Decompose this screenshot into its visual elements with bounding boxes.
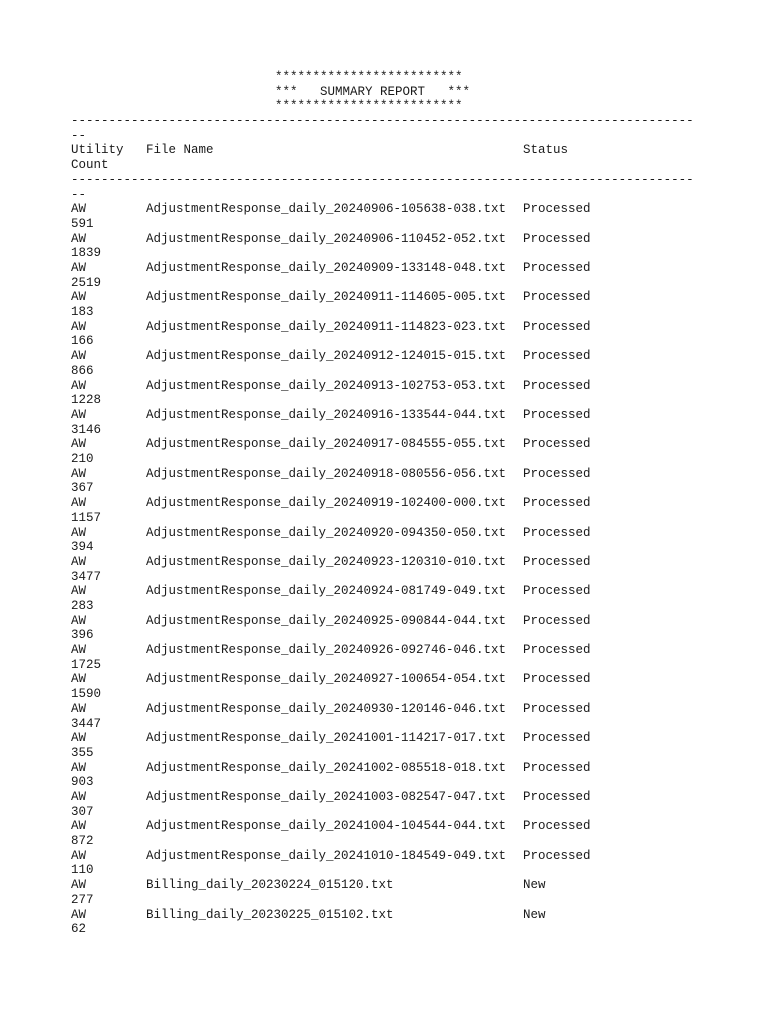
status-cell: Processed xyxy=(523,319,591,334)
table-row xyxy=(71,290,694,319)
status-cell: Processed xyxy=(523,848,591,863)
status-cell: Processed xyxy=(523,378,591,393)
file-name-cell: AdjustmentResponse_daily_20241002-085518-018.txt xyxy=(146,760,507,775)
utility-cell: AW xyxy=(71,790,87,805)
file-name-cell: AdjustmentResponse_daily_20241004-104544-044.txt xyxy=(146,819,507,834)
table-row xyxy=(71,614,694,643)
utility-cell: AW xyxy=(71,260,87,275)
utility-cell: AW xyxy=(71,701,87,716)
file-name-cell: AdjustmentResponse_daily_20240927-100654-054.txt xyxy=(146,672,507,687)
header-rule-bottom xyxy=(71,173,694,202)
table-row xyxy=(71,349,694,378)
header-rule-top xyxy=(71,114,694,143)
count-cell: 872 xyxy=(71,834,94,849)
table-row xyxy=(71,232,694,261)
table-row xyxy=(71,437,694,466)
utility-cell: AW xyxy=(71,437,87,452)
table-row xyxy=(71,672,694,701)
table-row xyxy=(71,496,694,525)
status-cell: Processed xyxy=(523,584,591,599)
status-cell: New xyxy=(523,878,546,893)
count-cell: 1725 xyxy=(71,657,102,672)
table-row xyxy=(71,908,694,937)
table-row xyxy=(71,849,694,878)
count-cell: 3146 xyxy=(71,422,102,437)
status-cell: Processed xyxy=(523,407,591,422)
status-cell: Processed xyxy=(523,437,591,452)
count-cell: 903 xyxy=(71,775,94,790)
table-row xyxy=(71,202,694,231)
utility-cell: AW xyxy=(71,407,87,422)
file-name-cell: AdjustmentResponse_daily_20241001-114217-017.txt xyxy=(146,731,507,746)
status-cell: Processed xyxy=(523,202,591,217)
file-name-cell: AdjustmentResponse_daily_20240909-133148-048.txt xyxy=(146,260,507,275)
file-name-cell: Billing_daily_20230225_015102.txt xyxy=(146,907,394,922)
utility-cell: AW xyxy=(71,378,87,393)
count-cell: 1228 xyxy=(71,393,102,408)
utility-cell: AW xyxy=(71,525,87,540)
summary-report xyxy=(71,70,694,937)
file-name-cell: Billing_daily_20230224_015120.txt xyxy=(146,878,394,893)
count-cell: 591 xyxy=(71,216,94,231)
table-row xyxy=(71,731,694,760)
header-file-name: File Name xyxy=(146,143,214,158)
status-cell: Processed xyxy=(523,525,591,540)
status-cell: Processed xyxy=(523,349,591,364)
header-status: Status xyxy=(523,143,569,158)
report-rows xyxy=(71,202,694,937)
count-cell: 367 xyxy=(71,481,94,496)
file-name-cell: AdjustmentResponse_daily_20240906-105638-038.txt xyxy=(146,202,507,217)
banner-bottom-stars: ************************* xyxy=(275,99,463,114)
file-name-cell: AdjustmentResponse_daily_20240923-120310-010.txt xyxy=(146,554,507,569)
table-row xyxy=(71,761,694,790)
table-row xyxy=(71,320,694,349)
report-banner xyxy=(71,70,694,114)
table-row xyxy=(71,261,694,290)
file-name-cell: AdjustmentResponse_daily_20240920-094350-050.txt xyxy=(146,525,507,540)
file-name-cell: AdjustmentResponse_daily_20240918-080556-056.txt xyxy=(146,466,507,481)
status-cell: Processed xyxy=(523,231,591,246)
table-row xyxy=(71,467,694,496)
count-cell: 2519 xyxy=(71,275,102,290)
rule-tail: -- xyxy=(71,187,87,202)
rule-tail: -- xyxy=(71,128,87,143)
utility-cell: AW xyxy=(71,643,87,658)
header-utility: Utility xyxy=(71,143,124,158)
utility-cell: AW xyxy=(71,319,87,334)
status-cell: Processed xyxy=(523,672,591,687)
table-row xyxy=(71,819,694,848)
utility-cell: AW xyxy=(71,848,87,863)
file-name-cell: AdjustmentResponse_daily_20240924-081749-049.txt xyxy=(146,584,507,599)
utility-cell: AW xyxy=(71,878,87,893)
status-cell: Processed xyxy=(523,819,591,834)
utility-cell: AW xyxy=(71,496,87,511)
file-name-cell: AdjustmentResponse_daily_20240906-110452-052.txt xyxy=(146,231,507,246)
table-row xyxy=(71,584,694,613)
count-cell: 210 xyxy=(71,452,94,467)
banner-top-stars: ************************* xyxy=(275,70,463,84)
file-name-cell: AdjustmentResponse_daily_20240925-090844-044.txt xyxy=(146,613,507,628)
utility-cell: AW xyxy=(71,554,87,569)
utility-cell: AW xyxy=(71,731,87,746)
utility-cell: AW xyxy=(71,290,87,305)
table-row xyxy=(71,702,694,731)
count-cell: 183 xyxy=(71,305,94,320)
file-name-cell: AdjustmentResponse_daily_20240911-114605-005.txt xyxy=(146,290,507,305)
count-cell: 166 xyxy=(71,334,94,349)
status-cell: Processed xyxy=(523,643,591,658)
status-cell: Processed xyxy=(523,701,591,716)
utility-cell: AW xyxy=(71,819,87,834)
count-cell: 3447 xyxy=(71,716,102,731)
count-cell: 866 xyxy=(71,363,94,378)
file-name-cell: AdjustmentResponse_daily_20240916-133544-044.txt xyxy=(146,407,507,422)
count-cell: 355 xyxy=(71,745,94,760)
status-cell: New xyxy=(523,907,546,922)
status-cell: Processed xyxy=(523,613,591,628)
status-cell: Processed xyxy=(523,554,591,569)
file-name-cell: AdjustmentResponse_daily_20240926-092746-046.txt xyxy=(146,643,507,658)
utility-cell: AW xyxy=(71,231,87,246)
file-name-cell: AdjustmentResponse_daily_20240919-102400-000.txt xyxy=(146,496,507,511)
report-title: *** SUMMARY REPORT *** xyxy=(275,84,471,99)
rule-line: ----------------------------------------------------------------------------------- xyxy=(71,172,694,187)
count-cell: 277 xyxy=(71,892,94,907)
status-cell: Processed xyxy=(523,466,591,481)
count-cell: 394 xyxy=(71,540,94,555)
utility-cell: AW xyxy=(71,466,87,481)
count-cell: 396 xyxy=(71,628,94,643)
status-cell: Processed xyxy=(523,790,591,805)
table-row xyxy=(71,526,694,555)
status-cell: Processed xyxy=(523,496,591,511)
column-headers xyxy=(71,143,694,172)
count-cell: 283 xyxy=(71,598,94,613)
file-name-cell: AdjustmentResponse_daily_20241010-184549-049.txt xyxy=(146,848,507,863)
utility-cell: AW xyxy=(71,349,87,364)
table-row xyxy=(71,555,694,584)
file-name-cell: AdjustmentResponse_daily_20240917-084555-055.txt xyxy=(146,437,507,452)
status-cell: Processed xyxy=(523,731,591,746)
table-row xyxy=(71,790,694,819)
utility-cell: AW xyxy=(71,760,87,775)
utility-cell: AW xyxy=(71,202,87,217)
table-row xyxy=(71,408,694,437)
utility-cell: AW xyxy=(71,584,87,599)
file-name-cell: AdjustmentResponse_daily_20241003-082547-047.txt xyxy=(146,790,507,805)
count-cell: 62 xyxy=(71,922,87,937)
table-row xyxy=(71,643,694,672)
rule-line: ----------------------------------------------------------------------------------- xyxy=(71,114,694,129)
file-name-cell: AdjustmentResponse_daily_20240913-102753-053.txt xyxy=(146,378,507,393)
count-cell: 1157 xyxy=(71,510,102,525)
count-cell: 1590 xyxy=(71,687,102,702)
table-row xyxy=(71,379,694,408)
file-name-cell: AdjustmentResponse_daily_20240930-120146-046.txt xyxy=(146,701,507,716)
count-cell: 307 xyxy=(71,804,94,819)
file-name-cell: AdjustmentResponse_daily_20240911-114823-023.txt xyxy=(146,319,507,334)
count-cell: 3477 xyxy=(71,569,102,584)
file-name-cell: AdjustmentResponse_daily_20240912-124015-015.txt xyxy=(146,349,507,364)
count-cell: 1839 xyxy=(71,246,102,261)
utility-cell: AW xyxy=(71,907,87,922)
table-row xyxy=(71,878,694,907)
status-cell: Processed xyxy=(523,760,591,775)
header-count: Count xyxy=(71,158,109,173)
utility-cell: AW xyxy=(71,672,87,687)
utility-cell: AW xyxy=(71,613,87,628)
status-cell: Processed xyxy=(523,290,591,305)
status-cell: Processed xyxy=(523,260,591,275)
count-cell: 110 xyxy=(71,863,94,878)
